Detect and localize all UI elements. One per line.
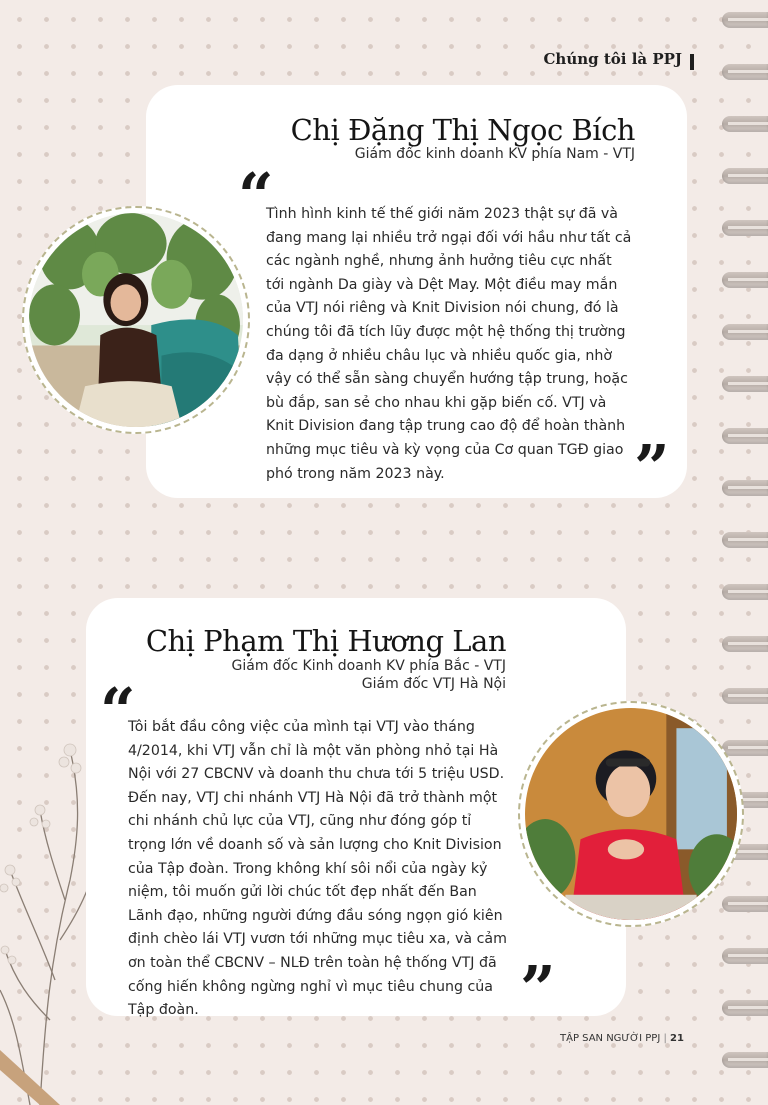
profile-name: Chị Đặng Thị Ngọc Bích [290,113,635,147]
quote-line: chúng tôi đã tích lũy được một hệ thống thị trường [266,323,626,340]
quote-line: của Tập đoàn. Trong không khí sôi nổi của ngày kỷ [128,860,488,877]
binding-ring [722,1000,768,1016]
close-quote-icon: ” [634,431,670,504]
binding-ring [722,116,768,132]
open-quote-icon: “ [100,674,136,747]
binding-ring [722,324,768,340]
profile-name: Chị Phạm Thị Hương Lan [145,624,506,658]
binding-ring [722,376,768,392]
quote-line: Đến nay, VTJ chi nhánh VTJ Hà Nội đã trở thành một [128,789,498,806]
quote-line: tới ngành Da giày và Dệt May. Một điều may mắn [266,276,618,293]
binding-ring [722,480,768,496]
profile-role: Giám đốc Kinh doanh KV phía Bắc - VTJ [231,658,506,674]
binding-ring [722,12,768,28]
quote-line: vậy có thể sẵn sàng chuyển hướng tập trung, hoặc [266,371,628,388]
quote-line: các ngành nghề, nhưng ảnh hưởng tiêu cực nhất [266,253,612,270]
header-bar [690,54,694,70]
profile-photo-frame [22,206,250,434]
footer-separator: | [663,1033,667,1044]
quote-line: Nội với 27 CBCNV và doanh thu chưa tới 5 triệu USD. [128,766,505,783]
binding-ring [722,688,768,704]
profile-photo [525,708,737,920]
quote-line: định chèo lái VTJ vươn tới những mục tiêu xa, và cảm [128,931,507,948]
spiral-binding [720,0,768,1105]
quote-line: Knit Division đang tập trung cao độ để hoàn thành [266,418,626,435]
page-footer [560,1033,684,1044]
publication-name: TẬP SAN NGƯỜI PPJ [560,1033,661,1044]
profile-quote [266,203,631,486]
profile-quote [128,716,507,1023]
section-header: Chúng tôi là PPJ [543,50,682,68]
binding-ring [722,64,768,80]
quote-line: Tập đoàn. [128,1002,199,1019]
profile-photo-frame [518,701,744,927]
quote-line: của VTJ nói riêng và Knit Division nói chung, đó là [266,300,619,317]
binding-ring [722,584,768,600]
binding-ring [722,740,768,756]
profile-role: Giám đốc kinh doanh KV phía Nam - VTJ [354,146,635,162]
binding-ring [722,428,768,444]
quote-line: niệm, tôi muốn gửi lời chúc tốt đẹp nhất đến Ban [128,884,477,901]
quote-line: trọng lớn về doanh số và sản lượng cho Knit Division [128,836,502,853]
quote-line: cống hiến không ngừng nghỉ vì mục tiêu chung của [128,978,493,995]
quote-line: Tình hình kinh tế thế giới năm 2023 thật sự đã và [266,206,618,222]
binding-ring [722,948,768,964]
profile-photo [29,213,243,427]
close-quote-icon: ” [520,952,556,1025]
quote-line: phó trong năm 2023 này. [266,465,445,482]
quote-line: đang mang lại nhiều trở ngại đối với hầu như tất cả [266,229,632,246]
binding-ring [722,272,768,288]
binding-ring [722,168,768,184]
quote-line: đa dạng ở nhiều châu lục và nhiều quốc gia, nhờ [266,347,613,364]
open-quote-icon: “ [238,159,274,232]
quote-line: chi nhánh chủ lực của VTJ, cũng như đóng góp tỉ [128,813,472,830]
quote-line: 4/2014, khi VTJ vẫn chỉ là một văn phòng nhỏ tại Hà [128,742,499,759]
binding-ring [722,1052,768,1068]
quote-line: bù đắp, san sẻ cho nhau khi gặp biến cố. VTJ và [266,394,607,411]
profile-role-secondary: Giám đốc VTJ Hà Nội [361,676,506,692]
quote-line: ơn toàn thể CBCNV – NLĐ trên toàn hệ thống VTJ đã [128,954,497,971]
quote-line: Tôi bắt đầu công việc của mình tại VTJ vào tháng [128,719,475,735]
binding-ring [722,636,768,652]
binding-ring [722,532,768,548]
binding-ring [722,220,768,236]
page-number: 21 [670,1033,684,1044]
quote-line: những mục tiêu và kỳ vọng của Cơ quan TGĐ giao [266,441,624,458]
binding-ring [722,896,768,912]
quote-line: Lãnh đạo, những người đứng đầu sóng ngọn gió kiên [128,907,503,924]
